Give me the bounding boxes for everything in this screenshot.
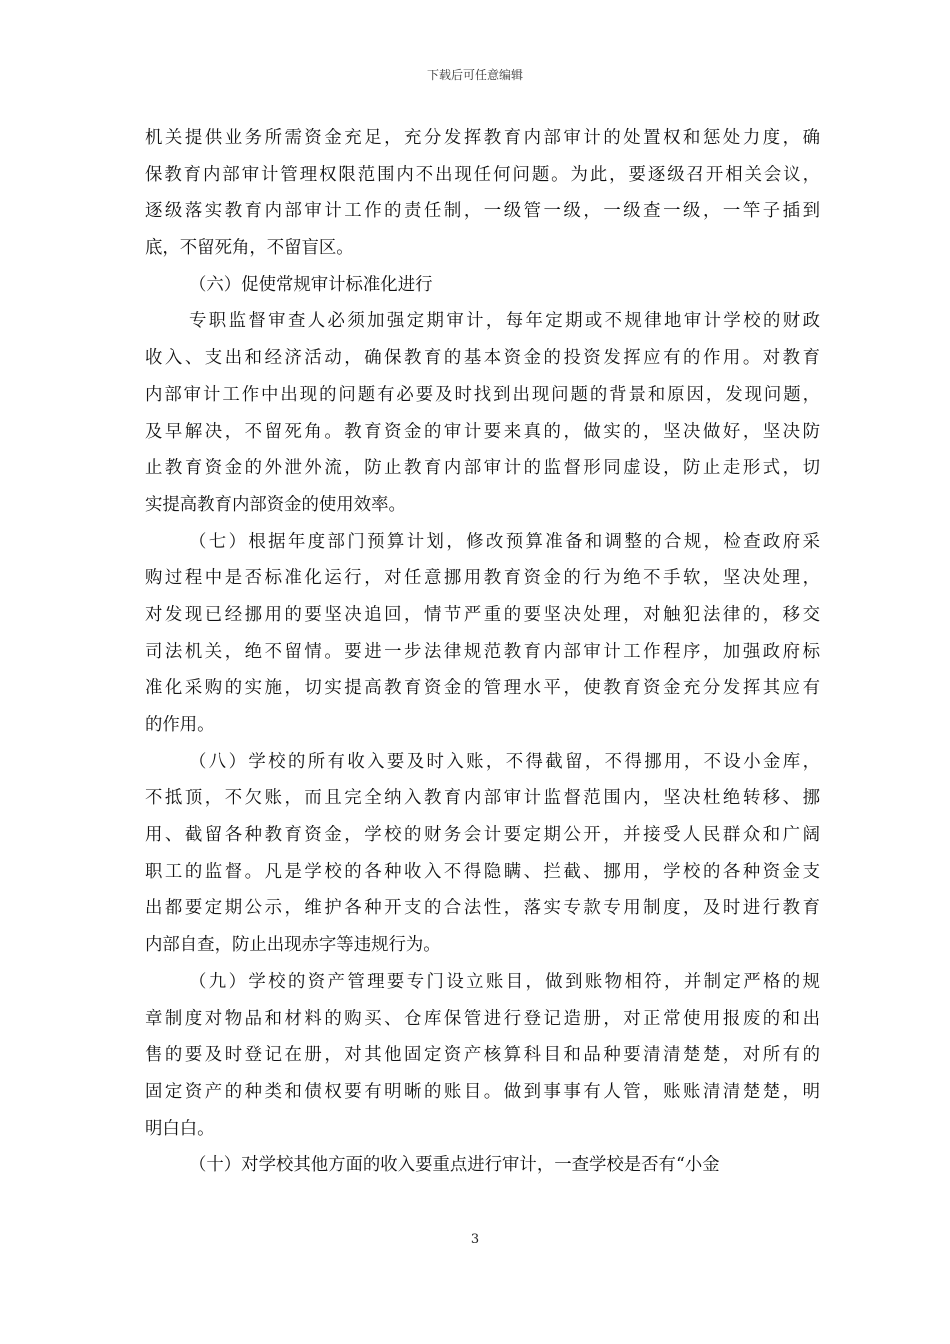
page-header: 下载后可任意编辑	[426, 68, 523, 82]
paragraph-line: 职工的监督。凡是学校的各种收入不得隐瞒、拦截、挪用，学校的各种资金支	[145, 861, 820, 882]
paragraph-line: 逐级落实教育内部审计工作的责任制，一级管一级，一级查一级，一竿子插到	[145, 201, 820, 222]
paragraph-line: 机关提供业务所需资金充足，充分发挥教育内部审计的处置权和惩处力度，确	[145, 128, 820, 148]
paragraph-line: 出都要定期公示，维护各种开支的合法性，落实专款专用制度，及时进行教育	[145, 898, 820, 919]
paragraph-line: 准化采购的实施，切实提高教育资金的管理水平，使教育资金充分发挥其应有	[145, 678, 820, 699]
paragraph-line: 内部审计工作中出现的问题有必要及时找到出现问题的背景和原因，发现问题，	[145, 384, 820, 405]
paragraph-line: 固定资产的种类和债权要有明晰的账目。做到事事有人管，账账清清楚楚，明	[145, 1081, 820, 1102]
document-body	[145, 120, 820, 1184]
paragraph	[145, 1147, 820, 1184]
paragraph-line: 及早解决，不留死角。教育资金的审计要来真的，做实的，坚决做好，坚决防	[145, 421, 820, 442]
paragraph-line: 止教育资金的外泄外流，防止教育内部审计的监督形同虚设，防止走形式，切	[145, 458, 820, 479]
paragraph	[145, 524, 820, 744]
paragraph-line: 售的要及时登记在册，对其他固定资产核算科目和品种要清清楚楚，对所有的	[145, 1045, 820, 1066]
paragraph-line: （七）根据年度部门预算计划，修改预算准备和调整的合规，检查政府采	[189, 531, 820, 552]
paragraph-line: 购过程中是否标准化运行，对任意挪用教育资金的行为绝不手软，坚决处理，	[145, 568, 820, 589]
paragraph-line: 收入、支出和经济活动，确保教育的基本资金的投资发挥应有的作用。对教育	[145, 348, 820, 369]
paragraph-line: 明白白。	[145, 1118, 215, 1139]
paragraph-line: 实提高教育内部资金的使用效率。	[145, 494, 406, 515]
paragraph-line: 不抵顶，不欠账，而且完全纳入教育内部审计监督范围内，坚决杜绝转移、挪	[145, 788, 820, 809]
paragraph-line: 内部自查，防止出现赤字等违规行为。	[145, 935, 441, 956]
page-number: 3	[470, 1232, 480, 1247]
paragraph-line: 章制度对物品和材料的购买、仓库保管进行登记造册，对正常使用报废的和出	[145, 1008, 820, 1029]
paragraph-line: 保教育内部审计管理权限范围内不出现任何问题。为此，要逐级召开相关会议，	[145, 164, 820, 185]
paragraph-line: （九）学校的资产管理要专门设立账目，做到账物相符，并制定严格的规	[189, 971, 820, 992]
paragraph-line: 用、截留各种教育资金，学校的财务会计要定期公开，并接受人民群众和广阔	[145, 825, 820, 846]
paragraph-line: （八）学校的所有收入要及时入账，不得截留，不得挪用，不设小金库，	[189, 751, 820, 772]
paragraph-line: 底，不留死角，不留盲区。	[145, 238, 354, 259]
paragraph-line: （十）对学校其他方面的收入要重点进行审计，一查学校是否有“小金	[189, 1155, 720, 1176]
paragraph-line: （六）促使常规审计标准化进行	[189, 274, 433, 295]
paragraph	[145, 267, 820, 304]
paragraph-line: 对发现已经挪用的要坚决追回，情节严重的要坚决处理，对触犯法律的，移交	[145, 604, 820, 625]
paragraph	[145, 964, 820, 1147]
paragraph-line: 的作用。	[145, 715, 215, 735]
paragraph	[145, 303, 820, 523]
paragraph-line: 专职监督审查人必须加强定期审计，每年定期或不规律地审计学校的财政	[189, 311, 820, 332]
paragraph-line: 司法机关，绝不留情。要进一步法律规范教育内部审计工作程序，加强政府标	[145, 641, 820, 662]
paragraph	[145, 744, 820, 964]
paragraph	[145, 120, 820, 267]
